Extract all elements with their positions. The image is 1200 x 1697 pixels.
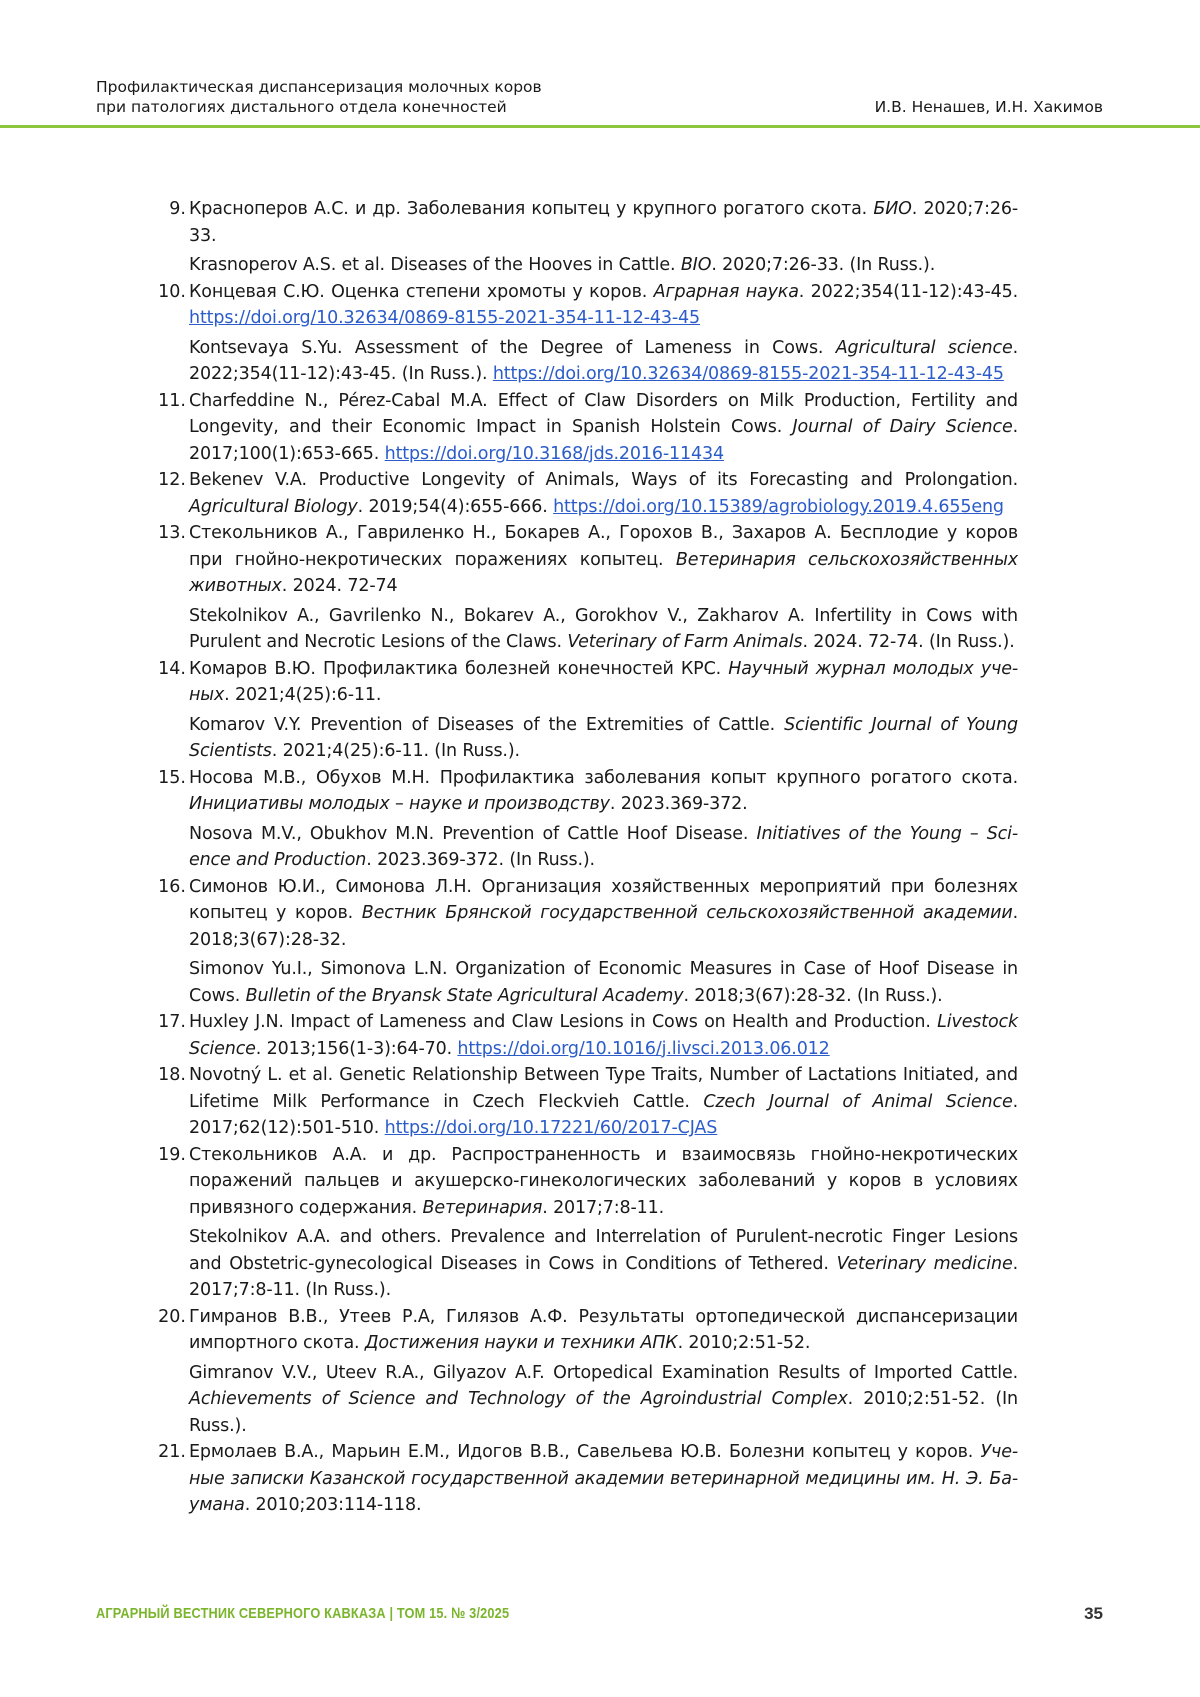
reference-entry-en xyxy=(189,1360,1018,1440)
running-title-line1: Профилактическая диспансеризация молочных коров xyxy=(96,78,542,96)
reference-details: . 2022;354(11-12):43-45. xyxy=(798,281,1018,302)
reference-journal: Initiatives of the Young – Sci-ence and Production xyxy=(189,823,1019,870)
reference-entry-en xyxy=(189,956,1018,1009)
reference-number: 20. xyxy=(158,1306,186,1327)
reference-journal: БИО xyxy=(873,199,912,219)
reference-entry-en xyxy=(189,335,1018,388)
reference-journal: Agricultural Biology xyxy=(189,496,358,517)
reference-authors-title: Novotný L. et al. Genetic Relationship Between Type Traits, Number of Lactations Initiated, and Lifetime Milk Performance in Czech Fleckvieh Cattle. xyxy=(189,1065,1018,1112)
reference-number: 14. xyxy=(158,658,186,679)
page-header xyxy=(0,0,1200,128)
reference-authors-title: Ермолаев В.А., Марьин Е.М., Идогов В.В., Савельева Ю.В. Болезни копытец у коров. xyxy=(189,1442,981,1462)
reference-number: 16. xyxy=(158,876,186,897)
running-title-line2: при патологиях дистального отдела конечностей xyxy=(96,98,507,116)
reference-details: . 2023.369-372. xyxy=(609,794,748,814)
reference-details: . 2020;7:26-33. (In Russ.). xyxy=(711,255,936,275)
reference-authors-title: Kontsevaya S.Yu. Assessment of the Degree of Lameness in Cows. xyxy=(189,337,836,358)
reference-entry-ru xyxy=(189,1142,1018,1222)
reference-details: . 2021;4(25):6-11. (In Russ.). xyxy=(271,741,520,761)
reference-number: 10. xyxy=(158,281,186,302)
reference-authors-title: Стекольников А., Гавриленко Н., Бокарев А., Горохов В., Захаров А. Бесплодие у коров при гнойно-некротических поражениях копытец. xyxy=(189,523,1018,570)
reference-entry-ru xyxy=(189,1439,1018,1519)
reference-journal: Scientific Journal of Young Scientists xyxy=(189,714,1018,761)
reference-journal: Ветеринария xyxy=(422,1197,543,1218)
reference-entry-ru xyxy=(189,1009,1018,1062)
reference-entry-en xyxy=(189,712,1018,765)
reference-entry-ru xyxy=(189,765,1018,818)
reference-journal: Аграрная наука xyxy=(653,281,799,302)
reference-item xyxy=(154,279,1018,388)
reference-details: . 2017;62(12):501-510. xyxy=(189,1091,1018,1138)
reference-journal: Livestock Science xyxy=(189,1012,1018,1059)
reference-authors-title: Bekenev V.A. Productive Longevity of Animals, Ways of its Forecasting and Prolongation. xyxy=(189,470,1018,490)
reference-details: . 2022;354(11-12):43-45. (In Russ.). xyxy=(189,337,1018,384)
reference-details: . 2023.369-372. (In Russ.). xyxy=(366,850,595,870)
reference-authors-title: Nosova M.V., Obukhov M.N. Prevention of Cattle Hoof Disease. xyxy=(189,823,757,844)
reference-details: . 2018;3(67):28-32. xyxy=(189,903,1018,950)
reference-authors-title: Charfeddine N., Pérez-Cabal M.A. Effect of Claw Disorders on Milk Production, Fertility and Longevity, and their Economic Impact in Spanish Holstein Cows. xyxy=(189,390,1018,437)
page-number: 35 xyxy=(1084,1604,1103,1623)
reference-authors-title: Симонов Ю.И., Симонова Л.Н. Организация хозяйственных мероприятий при болезнях копытец у коров. xyxy=(189,876,1018,923)
reference-journal: Инициативы молодых – науке и производству xyxy=(189,794,610,814)
reference-journal: Czech Journal of Animal Science xyxy=(703,1091,1013,1112)
reference-details: . 2024. 72-74 xyxy=(281,576,398,596)
reference-item xyxy=(154,1142,1018,1304)
reference-entry-ru xyxy=(189,656,1018,709)
reference-item xyxy=(154,1062,1018,1142)
reference-journal: Bulletin of the Bryansk State Agricultural Academy xyxy=(245,985,684,1006)
doi-link[interactable]: https://doi.org/10.15389/agrobiology.2019.4.655eng xyxy=(553,496,1004,517)
reference-authors-title: Stekolnikov A.A. and others. Prevalence and Interrelation of Purulent-necrotic Finger Lesions and Obstetric-gynecological Diseases in Cows in Conditions of Tethered. xyxy=(189,1227,1018,1274)
running-authors: И.В. Ненашев, И.Н. Хакимов xyxy=(874,98,1103,116)
reference-item xyxy=(154,467,1018,520)
reference-entry-ru xyxy=(189,279,1018,332)
reference-number: 19. xyxy=(158,1144,186,1165)
reference-authors-title: Krasnoperov A.S. et al. Diseases of the Hooves in Cattle. xyxy=(189,255,681,275)
reference-entry-ru xyxy=(189,1062,1018,1142)
reference-authors-title: Красноперов А.С. и др. Заболевания копытец у крупного рогатого скота. xyxy=(189,199,874,219)
reference-item xyxy=(154,520,1018,656)
reference-entry-en xyxy=(189,821,1018,874)
running-title xyxy=(96,77,736,117)
reference-journal: Достижения науки и техники АПК xyxy=(364,1333,678,1353)
reference-authors-title: Гимранов В.В., Утеев Р.А, Гилязов А.Ф. Результаты ортопедической диспансеризации импортного скота. xyxy=(189,1306,1018,1353)
reference-number: 18. xyxy=(158,1065,186,1085)
reference-number: 17. xyxy=(158,1012,186,1032)
reference-authors-title: Huxley J.N. Impact of Lameness and Claw Lesions in Cows on Health and Production. xyxy=(189,1012,938,1032)
reference-number: 12. xyxy=(158,470,186,490)
reference-details: . 2021;4(25):6-11. xyxy=(224,685,382,705)
reference-journal: Achievements of Science and Technology of the Agroindustrial Complex xyxy=(189,1389,848,1409)
reference-authors-title: Gimranov V.V., Uteev R.A., Gilyazov A.F. Ortopedical Examination Results of Imported Cattle. xyxy=(189,1362,1018,1383)
reference-authors-title: Stekolnikov A., Gavrilenko N., Bokarev A., Gorokhov V., Zakharov A. Infertility in Cows with Purulent and Necrotic Lesions of the Claws. xyxy=(189,605,1018,652)
reference-entry-ru xyxy=(189,467,1018,520)
reference-details: . 2013;156(1-3):64-70. xyxy=(255,1038,458,1059)
reference-authors-title: Стекольников А.А. и др. Распространенность и взаимосвязь гнойно-некротических поражений пальцев и акушерско-гинекологических заболеваний у коров в условиях привязного содержания. xyxy=(189,1144,1018,1218)
reference-item xyxy=(154,388,1018,468)
reference-journal: Ветеринария сельскохозяйственных животных xyxy=(189,549,1018,596)
reference-number: 13. xyxy=(158,523,186,543)
reference-details: . 2017;7:8-11. xyxy=(542,1197,665,1218)
reference-details: . 2024. 72-74. (In Russ.). xyxy=(802,632,1015,652)
reference-item xyxy=(154,765,1018,874)
reference-number: 9. xyxy=(169,199,186,219)
reference-entry-ru xyxy=(189,196,1018,249)
reference-item xyxy=(154,1009,1018,1062)
doi-link[interactable]: https://doi.org/10.32634/0869-8155-2021-354-11-12-43-45 xyxy=(492,364,1004,384)
doi-link[interactable]: https://doi.org/10.3168/jds.2016-11434 xyxy=(384,443,724,464)
reference-details: . 2017;100(1):653-665. xyxy=(189,417,1018,464)
reference-number: 21. xyxy=(158,1442,186,1462)
reference-authors-title: Simonov Yu.I., Simonova L.N. Organization of Economic Measures in Case of Hoof Disease in Cows. xyxy=(189,959,1018,1006)
reference-entry-ru xyxy=(189,874,1018,954)
reference-journal: Veterinary of Farm Animals xyxy=(567,632,803,652)
doi-link[interactable]: https://doi.org/10.17221/60/2017-CJAS xyxy=(384,1118,718,1138)
reference-details: . 2020;7:26-33. xyxy=(189,199,1018,246)
reference-journal: Вестник Брянской государственной сельскохозяйственной академии xyxy=(361,903,1013,923)
reference-journal: Научный журнал молодых уче-ных xyxy=(189,658,1018,705)
reference-entry-ru xyxy=(189,520,1018,600)
reference-journal: Veterinary medicine xyxy=(836,1253,1013,1274)
reference-entry-en xyxy=(189,1224,1018,1304)
reference-details: . 2019;54(4):655-666. xyxy=(357,496,554,517)
reference-journal: Agricultural science xyxy=(835,337,1013,358)
reference-item xyxy=(154,874,1018,1010)
reference-number: 11. xyxy=(158,390,186,411)
reference-authors-title: Концевая С.Ю. Оценка степени хромоты у коров. xyxy=(189,281,654,302)
reference-entry-en xyxy=(189,252,1018,279)
reference-item xyxy=(154,656,1018,765)
reference-details: . 2017;7:8-11. (In Russ.). xyxy=(189,1253,1018,1300)
reference-entry-en xyxy=(189,603,1018,656)
reference-journal: Journal of Dairy Science xyxy=(792,417,1013,437)
reference-details: . 2010;2:51-52. (In Russ.). xyxy=(189,1389,1018,1436)
reference-entry-ru xyxy=(189,388,1018,468)
doi-link[interactable]: https://doi.org/10.32634/0869-8155-2021-354-11-12-43-45 xyxy=(189,308,700,328)
reference-details: . 2018;3(67):28-32. (In Russ.). xyxy=(683,985,943,1006)
reference-details: . 2010;203:114-118. xyxy=(244,1495,422,1515)
doi-link[interactable]: https://doi.org/10.1016/j.livsci.2013.06.012 xyxy=(457,1038,830,1059)
reference-item xyxy=(154,1304,1018,1440)
reference-authors-title: Комаров В.Ю. Профилактика болезней конечностей КРС. xyxy=(189,658,729,679)
reference-journal: BIO xyxy=(680,255,712,275)
reference-authors-title: Носова М.В., Обухов М.Н. Профилактика заболевания копыт крупного рогатого скота. xyxy=(189,767,1018,788)
reference-journal: Уче-ные записки Казанской государственной академии ветеринарной медицины им. Н. Э. Ба-умана xyxy=(189,1442,1018,1515)
reference-entry-ru xyxy=(189,1304,1018,1357)
reference-authors-title: Komarov V.Y. Prevention of Diseases of the Extremities of Cattle. xyxy=(189,714,785,735)
reference-number: 15. xyxy=(158,767,186,788)
reference-item xyxy=(154,1439,1018,1519)
reference-details: . 2010;2:51-52. xyxy=(677,1333,811,1353)
footer-journal-title: АГРАРНЫЙ ВЕСТНИК СЕВЕРНОГО КАВКАЗА | ТОМ 15. № 3/2025 xyxy=(96,1605,510,1622)
reference-item xyxy=(154,196,1018,279)
reference-list xyxy=(154,196,1018,1519)
